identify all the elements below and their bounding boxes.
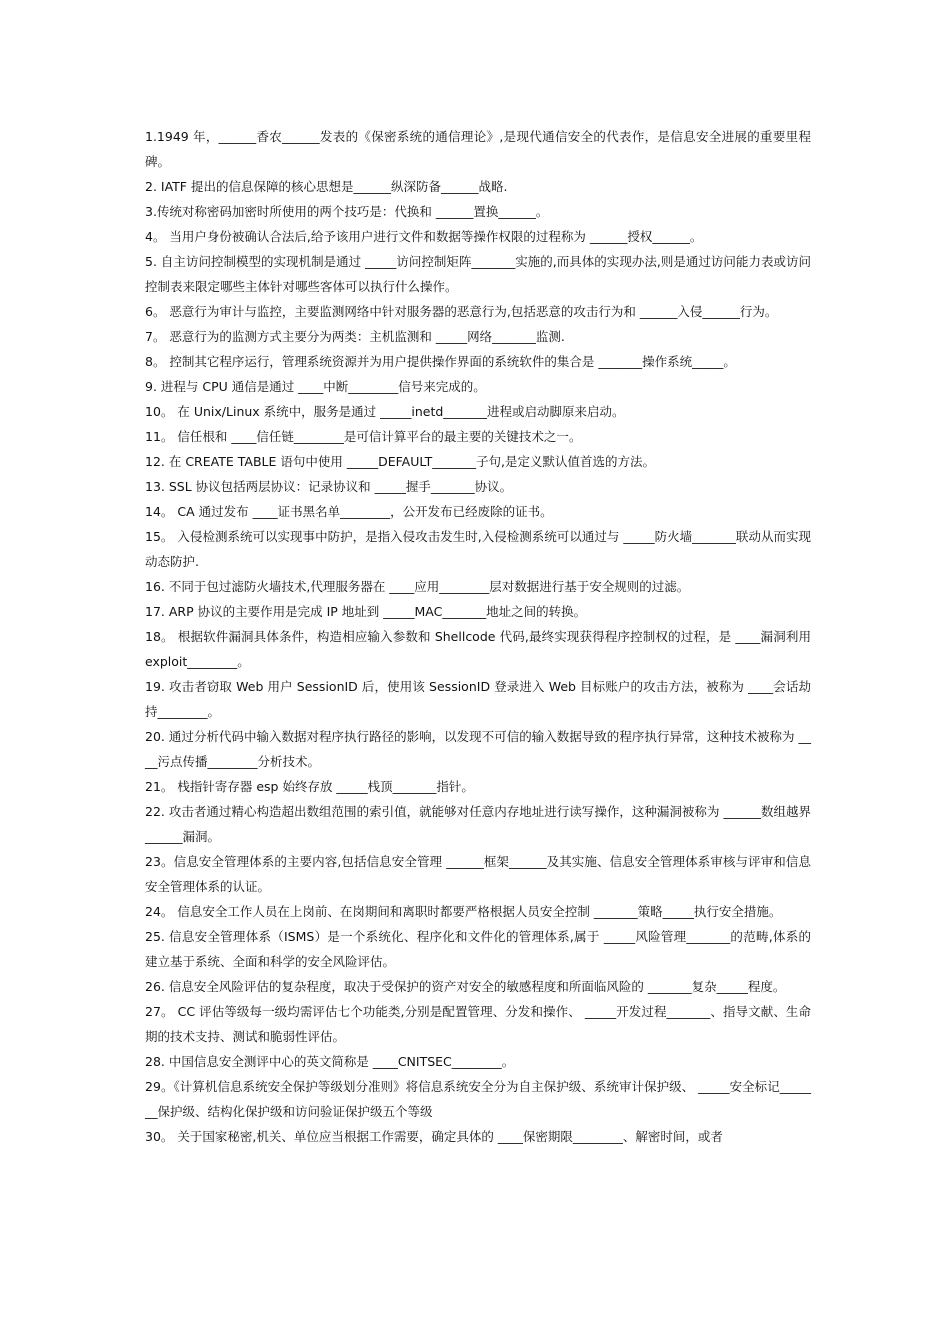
question-2: 2. IATF 提出的信息保障的核心思想是______纵深防备______战略. — [145, 179, 508, 194]
question-4: 4。 当用户身份被确认合法后,给予该用户进行文件和数据等操作权限的过程称为 ______授权______。 — [145, 229, 703, 244]
question-29: 29。《计算机信息系统安全保护等级划分准则》将信息系统安全分为自主保护级、系统审计保护级、 _____安全标记_______保护级、结构化保护级和访问验证保护级五个等级 — [145, 1079, 811, 1119]
question-26: 26. 信息安全风险评估的复杂程度，取决于受保护的资产对安全的敏感程度和所面临风险的 _______复杂_____程度。 — [145, 979, 786, 994]
question-5: 5. 自主访问控制模型的实现机制是通过 _____访问控制矩阵_______实施的,而具体的实现办法,则是通过访问能力表或访问控制表来限定哪些主体针对哪些客体可以执行什么操作。 — [145, 254, 811, 294]
question-3: 3.传统对称密码加密时所使用的两个技巧是：代换和 ______置换______。 — [145, 204, 549, 219]
question-13: 13. SSL 协议包括两层协议：记录协议和 _____握手_______协议。 — [145, 479, 513, 494]
question-25: 25. 信息安全管理体系（ISMS）是一个系统化、程序化和文件化的管理体系,属于 _____风险管理_______的范畴,体系的建立基于系统、全面和科学的安全风险评估。 — [145, 929, 811, 969]
question-1: 1.1949 年，______香农______发表的《保密系统的通信理论》,是现代通信安全的代表作，是信息安全进展的重要里程碑。 — [145, 129, 811, 169]
question-18: 18。 根据软件漏洞具体条件，构造相应输入参数和 Shellcode 代码,最终实现获得程序控制权的过程，是 ____漏洞利用 exploit________。 — [145, 629, 811, 669]
question-14: 14。 CA 通过发布 ____证书黑名单________，公开发布已经废除的证书。 — [145, 504, 553, 519]
question-22: 22. 攻击者通过精心构造超出数组范围的索引值，就能够对任意内存地址进行读写操作，这种漏洞被称为 ______数组越界______漏洞。 — [145, 804, 811, 844]
question-30: 30。 关于国家秘密,机关、单位应当根据工作需要，确定具体的 ____保密期限________、解密时间，或者 — [145, 1129, 723, 1144]
question-27: 27。 CC 评估等级每一级均需评估七个功能类,分别是配置管理、分发和操作、 _____开发过程_______、指导文献、生命期的技术支持、测试和脆弱性评估。 — [145, 1004, 811, 1044]
question-16: 16. 不同于包过滤防火墙技术,代理服务器在 ____应用________层对数据进行基于安全规则的过滤。 — [145, 579, 690, 594]
question-19: 19. 攻击者窃取 Web 用户 SessionID 后，使用该 SessionID 登录进入 Web 目标账户的攻击方法，被称为 ____会话劫持________。 — [145, 679, 811, 719]
question-10: 10。 在 Unix/Linux 系统中，服务是通过 _____inetd_______进程或启动脚原来启动。 — [145, 404, 625, 419]
question-11: 11。 信任根和 ____信任链________是可信计算平台的最主要的关键技术之一。 — [145, 429, 582, 444]
question-17: 17. ARP 协议的主要作用是完成 IP 地址到 _____MAC_______地址之间的转换。 — [145, 604, 587, 619]
question-28: 28. 中国信息安全测评中心的英文简称是 ____CNITSEC________。 — [145, 1054, 515, 1069]
document-body — [145, 124, 811, 1149]
question-8: 8。 控制其它程序运行，管理系统资源并为用户提供操作界面的系统软件的集合是 _______操作系统_____。 — [145, 354, 736, 369]
question-6: 6。 恶意行为审计与监控，主要监测网络中针对服务器的恶意行为,包括恶意的攻击行为和 ______入侵______行为。 — [145, 304, 778, 319]
question-24: 24。 信息安全工作人员在上岗前、在岗期间和离职时都要严格根据人员安全控制 _______策略_____执行安全措施。 — [145, 904, 782, 919]
question-9: 9. 进程与 CPU 通信是通过 ____中断________信号来完成的。 — [145, 379, 486, 394]
question-20: 20. 通过分析代码中输入数据对程序执行路径的影响，以发现不可信的输入数据导致的程序执行异常，这种技术被称为 ____污点传播________分析技术。 — [145, 729, 811, 769]
question-23: 23。信息安全管理体系的主要内容,包括信息安全管理 ______框架______及其实施、信息安全管理体系审核与评审和信息安全管理体系的认证。 — [145, 854, 811, 894]
question-12: 12. 在 CREATE TABLE 语句中使用 _____DEFAULT_______子句,是定义默认值首选的方法。 — [145, 454, 655, 469]
question-21: 21。 栈指针寄存器 esp 始终存放 _____栈顶_______指针。 — [145, 779, 474, 794]
question-7: 7。 恶意行为的监测方式主要分为两类：主机监测和 _____网络_______监测. — [145, 329, 565, 344]
question-15: 15。 入侵检测系统可以实现事中防护，是指入侵攻击发生时,入侵检测系统可以通过与 _____防火墙_______联动从而实现动态防护. — [145, 529, 811, 569]
